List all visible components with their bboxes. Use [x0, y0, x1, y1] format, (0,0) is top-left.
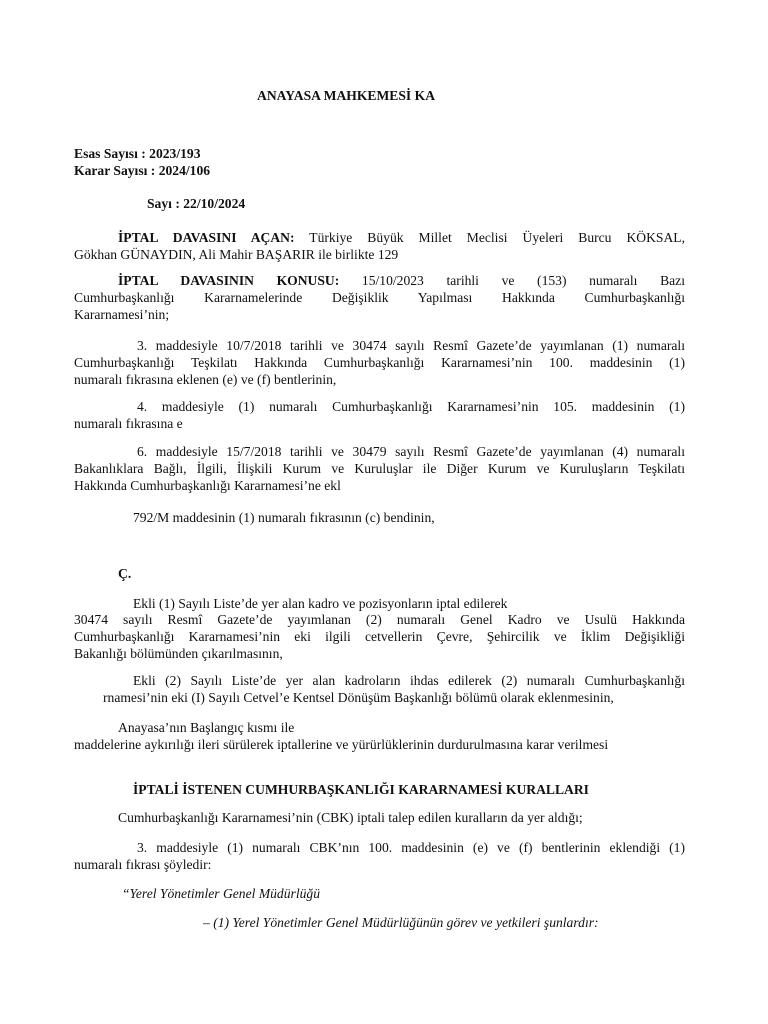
iptal-acan-line2: Gökhan GÜNAYDIN, Ali Mahir BAŞARIR ile birlikte 129 — [74, 247, 399, 262]
quote-line2: – (1) Yerel Yönetimler Genel Müdürlüğünün görev ve yetkileri şunlardır: — [203, 915, 599, 930]
karar-number: Karar Sayısı : 2024/106 — [74, 163, 211, 178]
iptal-konusu-text: 15/10/2023 tarihli ve (153) numaralı Bazı — [361, 273, 685, 288]
iptal-konusu-line1 — [118, 273, 685, 290]
ekli1-line1: Ekli (1) Sayılı Liste’de yer alan kadro ve pozisyonların iptal edilerek — [133, 596, 508, 611]
p792-line: 792/M maddesinin (1) numaralı fıkrasının (c) bendinin, — [133, 510, 435, 525]
iptal-konusu-line3: Kararnamesi’nin; — [74, 307, 170, 322]
court-title: ANAYASA MAHKEMESİ KA — [257, 88, 436, 103]
ekli1-line4: Bakanlığı bölümünden çıkarılmasının, — [74, 646, 283, 661]
ekli1-line2: 30474 sayılı Resmî Gazete’de yayımlanan (2) numaralı Genel Kadro ve Usulü Hakkında — [74, 612, 685, 627]
p4-line1: 4. maddesiyle (1) numaralı Cumhurbaşkanlığı Kararnamesi’nin 105. maddesinin (1) — [137, 399, 685, 414]
iptal-acan-line1 — [118, 230, 685, 247]
quote-line1: “Yerel Yönetimler Genel Müdürlüğü — [122, 886, 320, 901]
p3-line1: 3. maddesiyle 10/7/2018 tarihli ve 30474 sayılı Resmî Gazete’de yayımlanan (1) numaralı — [137, 338, 685, 353]
p3-line2: Cumhurbaşkanlığı Teşkilatı Hakkında Cumhurbaşkanlığı Kararnamesi’nin 100. maddesinin (1) — [74, 355, 685, 370]
p6-line1: 6. maddesiyle 15/7/2018 tarihli ve 30479 sayılı Resmî Gazete’de yayımlanan (4) numaralı — [137, 444, 685, 459]
anayasa-line2: maddelerine aykırılığı ileri sürülerek iptallerine ve yürürlüklerinin durdurulmasına karar verilmesi — [74, 737, 609, 752]
esas-number: Esas Sayısı : 2023/193 — [74, 146, 201, 161]
c-heading: Ç. — [118, 566, 132, 581]
p3b-line1: 3. maddesiyle (1) numaralı CBK’nın 100. maddesinin (e) ve (f) bentlerinin eklendiği (1) — [137, 840, 685, 855]
ekli2-line2: rnamesi’nin eki (I) Sayılı Cetvel’e Kentsel Dönüşüm Başkanlığı bölümü olarak eklenmesinin, — [103, 690, 614, 705]
cbk-line: Cumhurbaşkanlığı Kararnamesi’nin (CBK) iptali talep edilen kuralların da yer aldığı; — [118, 810, 583, 825]
iptal-konusu-label: İPTAL DAVASININ KONUSU: — [118, 273, 340, 288]
iptal-acan-label: İPTAL DAVASINI AÇAN: — [118, 230, 295, 245]
p3-line3: numaralı fıkrasına eklenen (e) ve (f) bentlerinin, — [74, 372, 337, 387]
anayasa-line1: Anayasa’nın Başlangıç kısmı ile — [118, 720, 295, 735]
p6-line2: Bakanlıklara Bağlı, İlgili, İlişkili Kurum ve Kuruluşlar ile Diğer Kurum ve Kuruluşların Teşkilatı — [74, 461, 685, 476]
sayi-date: Sayı : 22/10/2024 — [147, 196, 246, 211]
ekli2-line1: Ekli (2) Sayılı Liste’de yer alan kadroların ihdas edilerek (2) numaralı Cumhurbaşkanlığı — [133, 673, 685, 688]
iptal-konusu-line2: Cumhurbaşkanlığı Kararnamelerinde Değişiklik Yapılması Hakkında Cumhurbaşkanlığı — [74, 290, 685, 305]
p4-line2: numaralı fıkrasına e — [74, 416, 183, 431]
p3b-line2: numaralı fıkrası şöyledir: — [74, 857, 212, 872]
p6-line3: Hakkında Cumhurbaşkanlığı Kararnamesi’ne ekl — [74, 478, 341, 493]
iptal-acan-text: Türkiye Büyük Millet Meclisi Üyeleri Burcu KÖKSAL, — [309, 230, 685, 245]
ekli1-line3: Cumhurbaşkanlığı Kararnamesi’nin eki ilgili cetvellerin Çevre, Şehircilik ve İklim Değişikliği — [74, 629, 685, 644]
section-heading: İPTALİ İSTENEN CUMHURBAŞKANLIĞI KARARNAMESİ KURALLARI — [133, 782, 589, 797]
